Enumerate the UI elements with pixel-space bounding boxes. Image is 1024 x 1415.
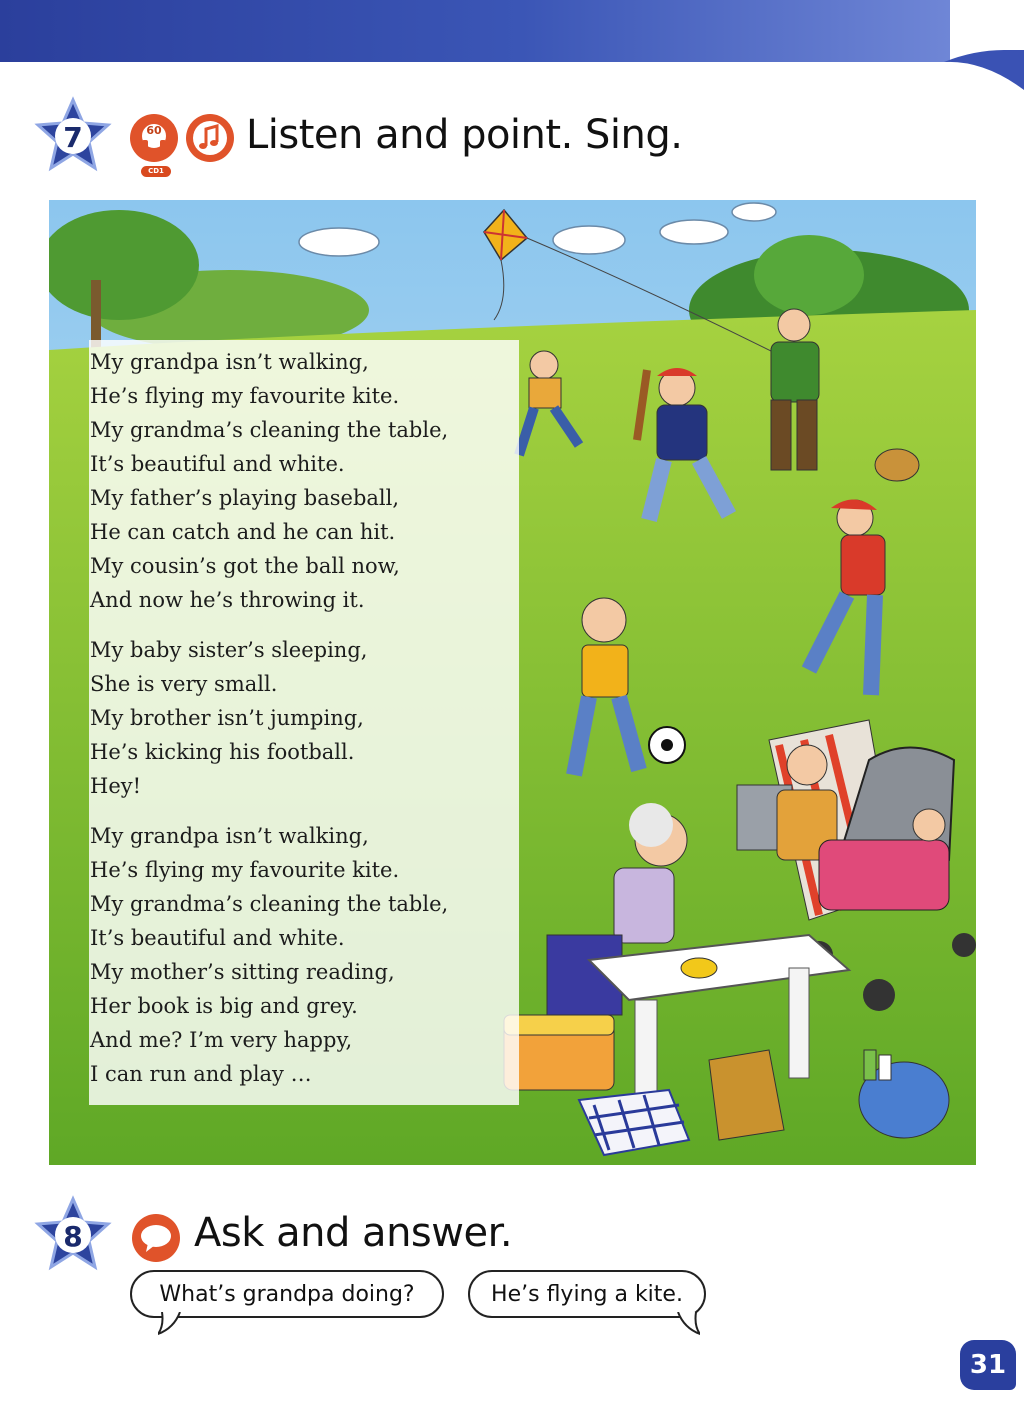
lyric-line: He can catch and he can hit. xyxy=(90,520,396,544)
activity-number: 7 xyxy=(63,120,83,154)
lyric-line: Hey! xyxy=(90,774,142,798)
lyric-line: He’s flying my favourite kite. xyxy=(90,858,400,882)
lyric-line: My mother’s sitting reading, xyxy=(90,960,395,984)
lyric-line: And me? I’m very happy, xyxy=(90,1028,353,1052)
song-lyrics xyxy=(90,345,510,1091)
activity-number-badge xyxy=(34,1195,112,1273)
music-note-icon[interactable] xyxy=(184,112,236,164)
activity-title: Listen and point. Sing. xyxy=(246,112,683,158)
page-number: 31 xyxy=(960,1340,1016,1390)
lyric-line: My father’s playing baseball, xyxy=(90,486,400,510)
lyric-line: It’s beautiful and white. xyxy=(90,926,345,950)
bubble-tail xyxy=(158,1312,188,1336)
activity-number: 8 xyxy=(63,1219,83,1253)
lyric-line: My brother isn’t jumping, xyxy=(90,706,364,730)
speech-bubble-icon xyxy=(130,1212,182,1264)
top-banner xyxy=(0,0,950,62)
verse-3 xyxy=(90,819,510,1091)
answer-text: He’s flying a kite. xyxy=(491,1281,683,1307)
lyric-line: My grandma’s cleaning the table, xyxy=(90,418,449,442)
lyric-line: He’s kicking his football. xyxy=(90,740,355,764)
verse-gap xyxy=(90,803,510,819)
bubble-tail xyxy=(670,1312,700,1336)
lyric-line: Her book is big and grey. xyxy=(90,994,358,1018)
cd-listen-icon[interactable] xyxy=(128,112,180,164)
lyric-line: He’s flying my favourite kite. xyxy=(90,384,400,408)
track-number: 60 xyxy=(146,124,162,137)
verse-gap xyxy=(90,617,510,633)
lyric-line: She is very small. xyxy=(90,672,278,696)
activity-title: Ask and answer. xyxy=(194,1210,513,1256)
question-speech-bubble xyxy=(130,1270,444,1318)
verse-2 xyxy=(90,633,510,803)
lyric-line: And now he’s throwing it. xyxy=(90,588,365,612)
lyric-line: It’s beautiful and white. xyxy=(90,452,345,476)
lyric-line: My baby sister’s sleeping, xyxy=(90,638,368,662)
activity-number-badge xyxy=(34,96,112,174)
question-text: What’s grandpa doing? xyxy=(159,1281,415,1307)
lyric-line: My grandpa isn’t walking, xyxy=(90,824,369,848)
corner-decoration xyxy=(944,50,1024,110)
lyric-line: My cousin’s got the ball now, xyxy=(90,554,400,578)
lyric-line: My grandpa isn’t walking, xyxy=(90,350,369,374)
verse-1 xyxy=(90,345,510,617)
answer-speech-bubble xyxy=(468,1270,706,1318)
lyric-line: I can run and play … xyxy=(90,1062,312,1086)
cd-label: CD1 xyxy=(141,166,171,177)
lyric-line: My grandma’s cleaning the table, xyxy=(90,892,449,916)
